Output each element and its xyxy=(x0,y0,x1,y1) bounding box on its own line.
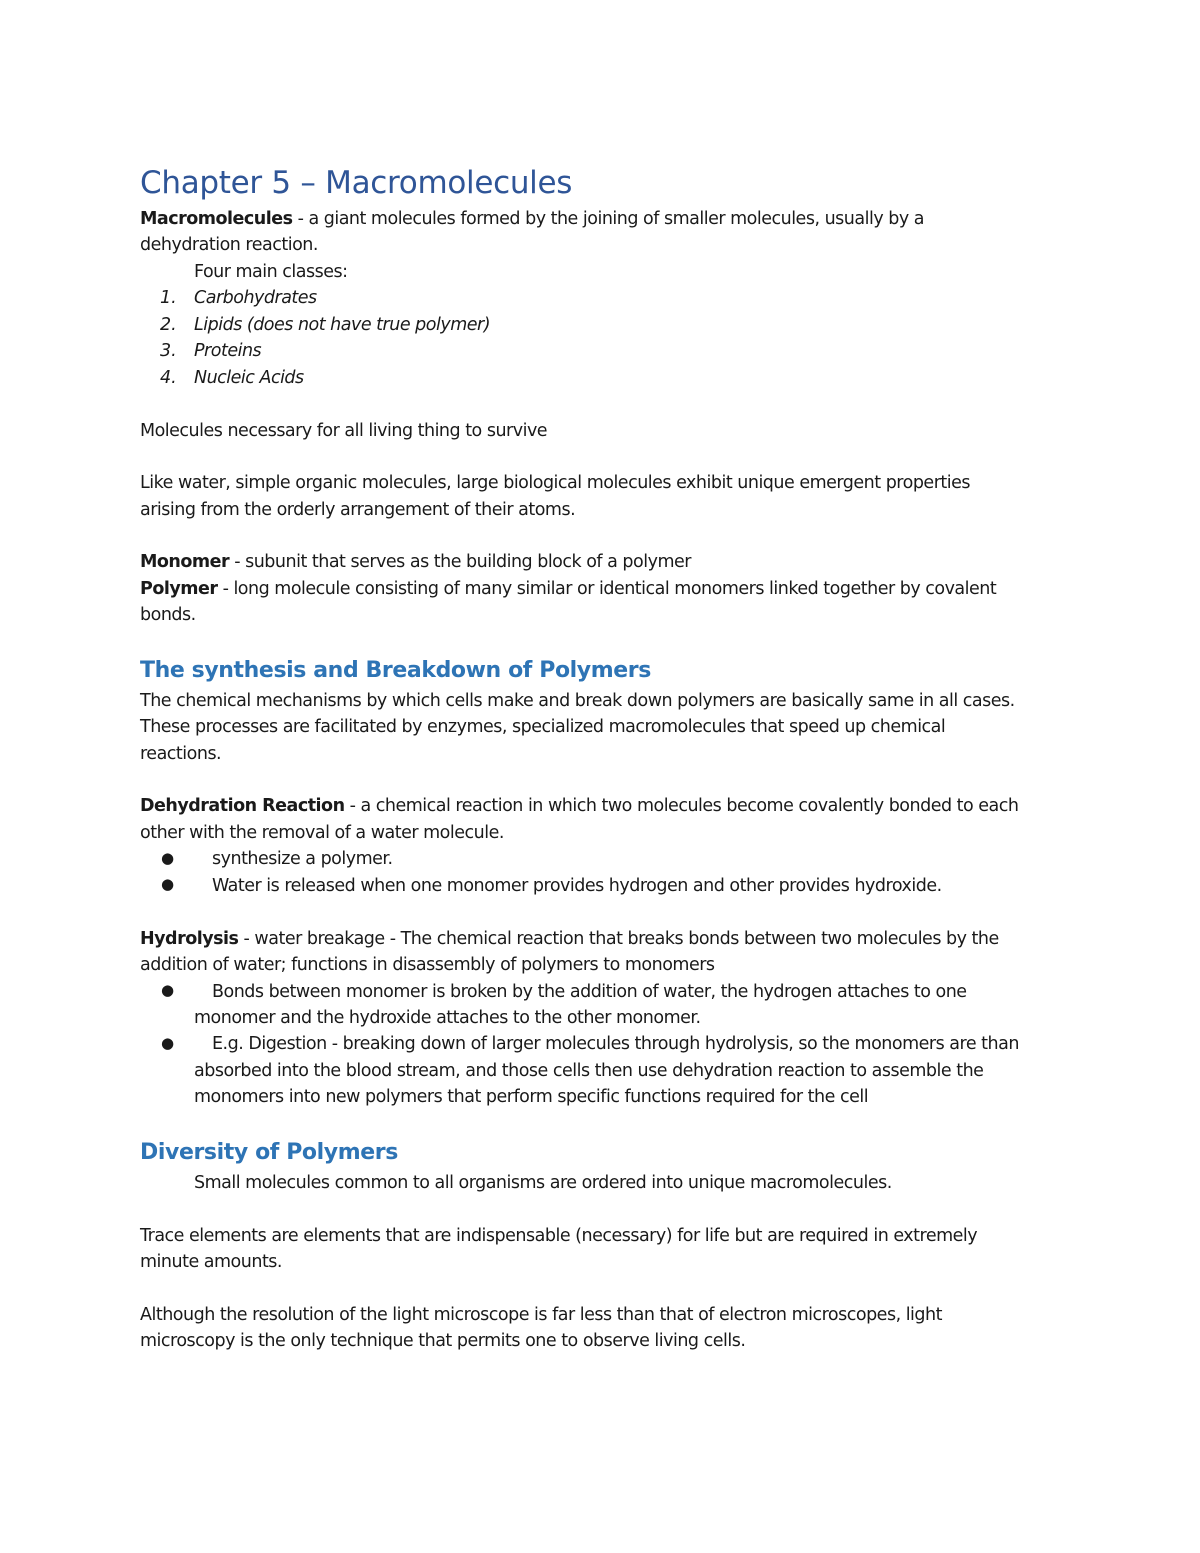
paragraph-necessary: Molecules necessary for all living thing to survive xyxy=(140,421,548,441)
synthesis-line-2: These processes are facilitated by enzymes, specialized macromolecules that speed up chemical xyxy=(140,717,946,737)
diversity-heading: Diversity of Polymers xyxy=(140,1140,398,1165)
polymer-definition-line-1: Polymer - long molecule consisting of many similar or identical monomers linked together by covalent xyxy=(140,579,997,599)
bullet-item-line-2: monomer and the hydroxide attaches to the other monomer. xyxy=(194,1008,701,1028)
monomer-term: Monomer xyxy=(140,552,230,572)
macro-term: Macromolecules xyxy=(140,209,293,229)
paragraph-like-water-line-2: arising from the orderly arrangement of their atoms. xyxy=(140,500,576,520)
page-title: Chapter 5 – Macromolecules xyxy=(140,165,573,201)
list-item: Carbohydrates xyxy=(194,288,317,308)
synthesis-heading: The synthesis and Breakdown of Polymers xyxy=(140,658,651,683)
dehydration-term: Dehydration Reaction xyxy=(140,796,345,816)
list-item: Nucleic Acids xyxy=(194,368,304,388)
list-item-number: 3. xyxy=(160,341,177,361)
synthesis-line-3: reactions. xyxy=(140,744,222,764)
macro-definition-line-1: Macromolecules - a giant molecules formed by the joining of smaller molecules, usually by a xyxy=(140,209,924,229)
list-item: Lipids (does not have true polymer) xyxy=(194,315,491,335)
dehydration-definition-line-1: Dehydration Reaction - a chemical reaction in which two molecules become covalently bonded to each xyxy=(140,796,1019,816)
polymer-definition-line-2: bonds. xyxy=(140,605,196,625)
dehydration-definition-line-2: other with the removal of a water molecule. xyxy=(140,823,504,843)
bullet-icon: ● xyxy=(161,875,175,893)
list-item-number: 1. xyxy=(160,288,177,308)
paragraph-like-water-line-1: Like water, simple organic molecules, large biological molecules exhibit unique emergent properties xyxy=(140,473,970,493)
microscope-line-1: Although the resolution of the light microscope is far less than that of electron microscopes, light xyxy=(140,1305,942,1325)
bullet-icon: ● xyxy=(161,849,175,867)
diversity-line: Small molecules common to all organisms are ordered into unique macromolecules. xyxy=(194,1173,892,1193)
trace-line-2: minute amounts. xyxy=(140,1252,282,1272)
hydrolysis-definition-line-1: Hydrolysis - water breakage - The chemical reaction that breaks bonds between two molecules by the xyxy=(140,929,999,949)
hydrolysis-term: Hydrolysis xyxy=(140,929,239,949)
bullet-item-line-1: Bonds between monomer is broken by the addition of water, the hydrogen attaches to one xyxy=(212,982,967,1002)
bullet-item-line-1: E.g. Digestion - breaking down of larger molecules through hydrolysis, so the monomers are than xyxy=(212,1034,1019,1054)
list-item-number: 2. xyxy=(160,315,177,335)
bullet-icon: ● xyxy=(161,1034,175,1052)
list-item-number: 4. xyxy=(160,368,177,388)
synthesis-line-1: The chemical mechanisms by which cells make and break down polymers are basically same in all cases. xyxy=(140,691,1015,711)
bullet-item-line-3: monomers into new polymers that perform specific functions required for the cell xyxy=(194,1087,869,1107)
trace-line-1: Trace elements are elements that are indispensable (necessary) for life but are required in extremely xyxy=(140,1226,978,1246)
hydrolysis-definition-line-2: addition of water; functions in disassembly of polymers to monomers xyxy=(140,955,715,975)
microscope-line-2: microscopy is the only technique that permits one to observe living cells. xyxy=(140,1331,746,1351)
list-item: Proteins xyxy=(194,341,262,361)
bullet-item: Water is released when one monomer provides hydrogen and other provides hydroxide. xyxy=(212,876,942,896)
macro-definition-line-2: dehydration reaction. xyxy=(140,235,318,255)
polymer-term: Polymer xyxy=(140,579,218,599)
bullet-item-line-2: absorbed into the blood stream, and those cells then use dehydration reaction to assemble the xyxy=(194,1061,984,1081)
monomer-definition: Monomer - subunit that serves as the building block of a polymer xyxy=(140,552,691,572)
classes-intro: Four main classes: xyxy=(194,262,348,282)
bullet-icon: ● xyxy=(161,981,175,999)
bullet-item: synthesize a polymer. xyxy=(212,849,393,869)
